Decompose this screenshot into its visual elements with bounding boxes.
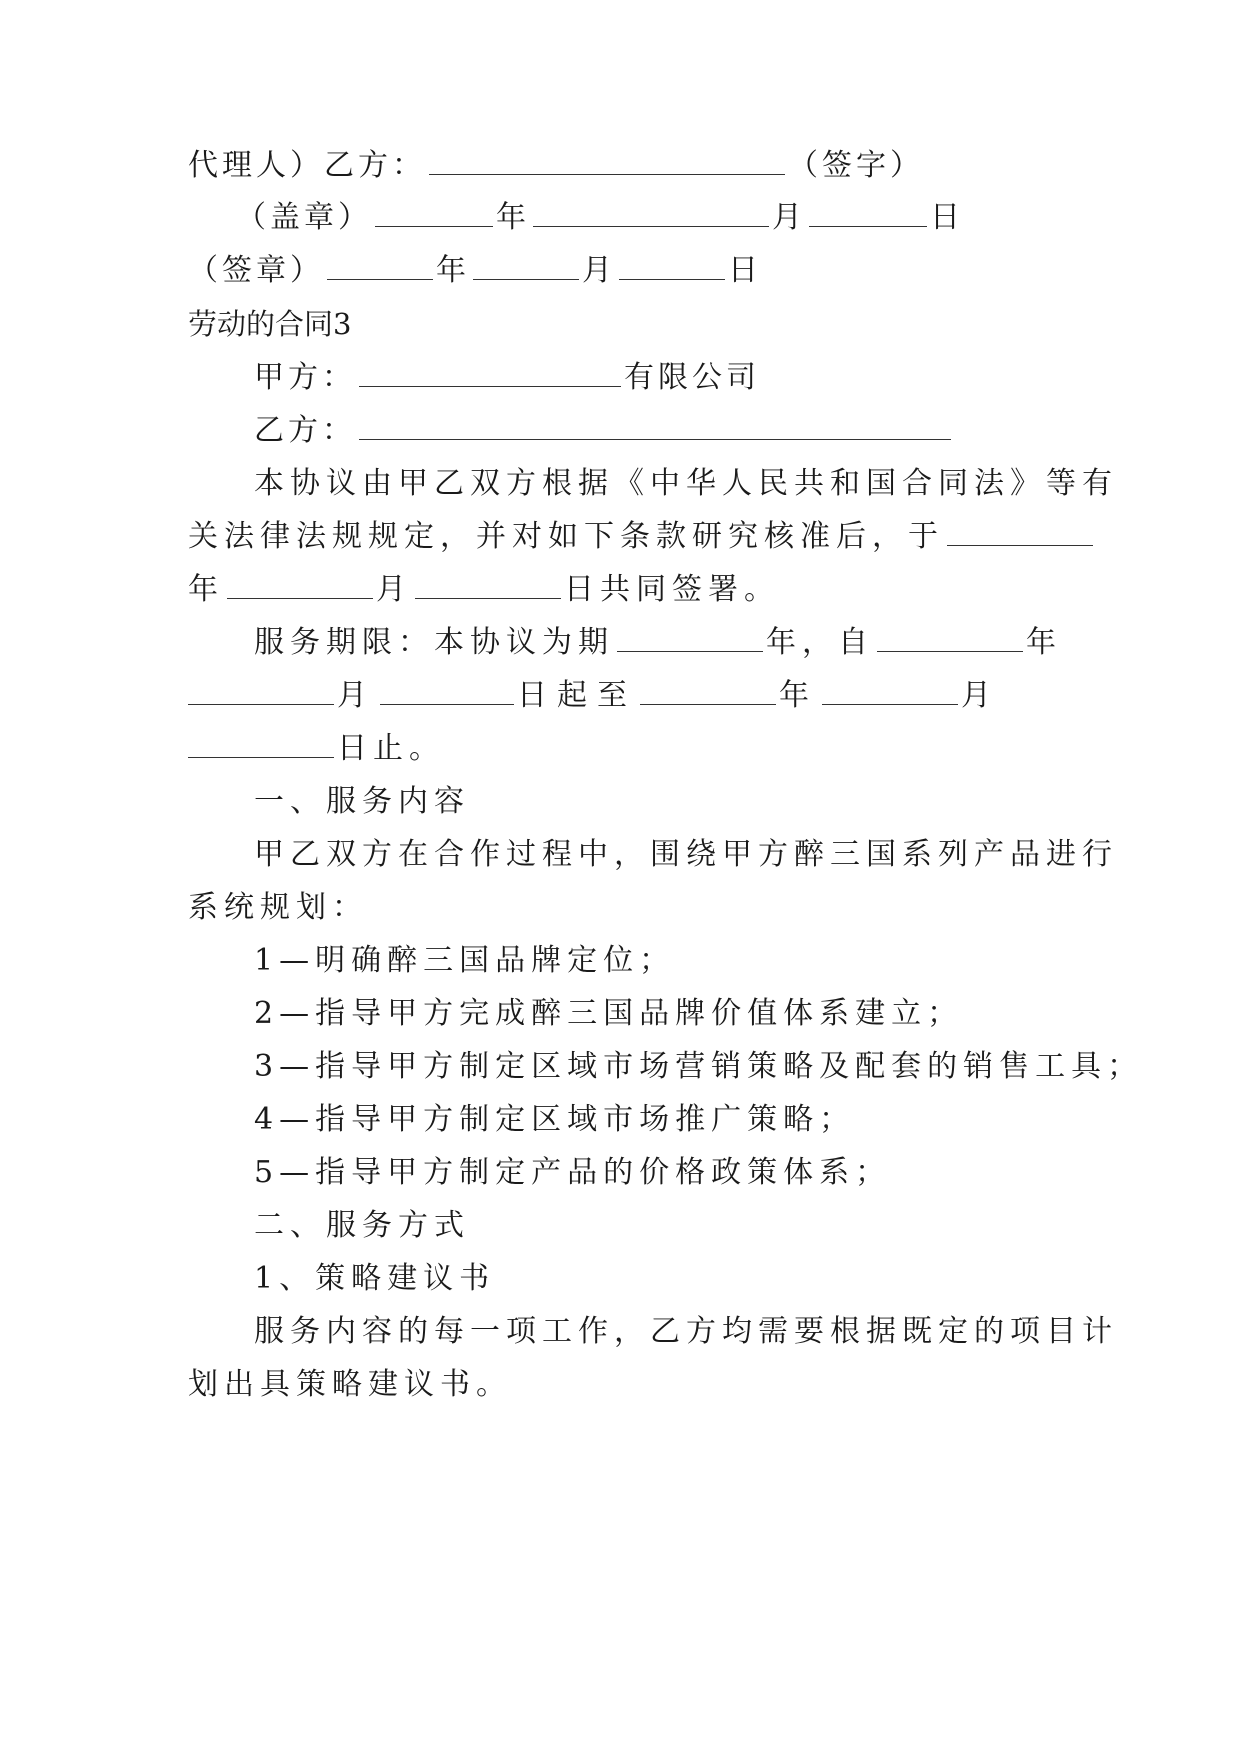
party-b-name-blank[interactable]	[359, 411, 951, 440]
paragraph-2-line-1	[254, 623, 1062, 663]
list-item: 1—明确醉三国品牌定位；	[254, 943, 676, 978]
month-label: 月	[376, 572, 412, 607]
list-item: 3—指导甲方制定区域市场营销策略及配套的销售工具；	[254, 1049, 1144, 1084]
paragraph-4-line-2: 划出具策略建议书。	[188, 1367, 512, 1402]
year-label: 年	[496, 200, 530, 235]
sign-label: （签字）	[788, 148, 924, 183]
stamp-date-line	[188, 251, 762, 291]
blank-field[interactable]	[188, 676, 334, 705]
paragraph-1-line-2	[188, 517, 1096, 557]
blank-field[interactable]	[227, 570, 373, 599]
signature-line-party-b	[188, 146, 924, 186]
month-label: 月	[772, 200, 806, 235]
party-b-label: 乙方：	[254, 413, 356, 448]
list-item: 2—指导甲方完成醉三国品牌价值体系建立；	[254, 996, 964, 1031]
paragraph-2-line-3	[188, 729, 445, 769]
paragraph-text: 服务期限：本协议为期	[254, 625, 614, 660]
paragraph-3-line-2: 系统规划：	[188, 890, 368, 925]
month-label: 月	[961, 678, 1001, 713]
blank-field[interactable]	[415, 570, 561, 599]
day-label: 日	[930, 200, 964, 235]
blank-field[interactable]	[473, 251, 579, 280]
paragraph-text: 日起至	[517, 678, 637, 713]
day-label: 日	[728, 253, 762, 288]
paragraph-1-line-3	[188, 570, 780, 610]
blank-field[interactable]	[375, 198, 493, 227]
section-heading-2: 二、服务方式	[254, 1208, 470, 1243]
blank-field[interactable]	[877, 623, 1023, 652]
paragraph-4-line-1: 服务内容的每一项工作，乙方均需要根据既定的项目计	[254, 1314, 1118, 1349]
blank-field[interactable]	[327, 251, 433, 280]
paragraph-3-line-1: 甲乙双方在合作过程中，围绕甲方醉三国系列产品进行	[254, 837, 1118, 872]
paragraph-text: 日止。	[337, 731, 445, 766]
blank-field[interactable]	[533, 198, 769, 227]
blank-field[interactable]	[380, 676, 514, 705]
month-label: 月	[337, 678, 377, 713]
paragraph-1-line-1: 本协议由甲乙双方根据《中华人民共和国合同法》等有	[254, 466, 1118, 501]
party-b-agent-label: 代理人）乙方：	[188, 148, 426, 183]
stamp-label: （签章）	[188, 253, 324, 288]
contract-title: 劳动的合同3	[188, 307, 352, 341]
year-label: 年	[779, 678, 819, 713]
blank-field[interactable]	[822, 676, 958, 705]
paragraph-2-line-2	[188, 676, 1001, 716]
blank-field[interactable]	[640, 676, 776, 705]
blank-field[interactable]	[809, 198, 927, 227]
year-label: 年	[436, 253, 470, 288]
sub-heading: 1、策略建议书	[254, 1261, 496, 1296]
seal-date-line	[236, 198, 964, 238]
paragraph-text: 年，自	[766, 625, 874, 660]
paragraph-text: 关法律法规规定，并对如下条款研究核准后，于	[188, 519, 944, 554]
blank-field[interactable]	[619, 251, 725, 280]
list-item: 4—指导甲方制定区域市场推广策略；	[254, 1102, 856, 1137]
blank-field[interactable]	[188, 729, 334, 758]
section-heading-1: 一、服务内容	[254, 784, 470, 819]
date-blank[interactable]	[947, 517, 1093, 546]
party-a-line	[254, 358, 760, 398]
signature-blank[interactable]	[429, 146, 785, 175]
party-a-label: 甲方：	[254, 360, 356, 395]
company-suffix: 有限公司	[624, 360, 760, 395]
party-a-name-blank[interactable]	[359, 358, 621, 387]
year-label: 年	[1026, 625, 1062, 660]
party-b-line	[254, 411, 954, 451]
month-label: 月	[582, 253, 616, 288]
year-label: 年	[188, 572, 224, 607]
seal-label: （盖章）	[236, 200, 372, 235]
list-item: 5—指导甲方制定产品的价格政策体系；	[254, 1155, 892, 1190]
blank-field[interactable]	[617, 623, 763, 652]
paragraph-text: 日共同签署。	[564, 572, 780, 607]
